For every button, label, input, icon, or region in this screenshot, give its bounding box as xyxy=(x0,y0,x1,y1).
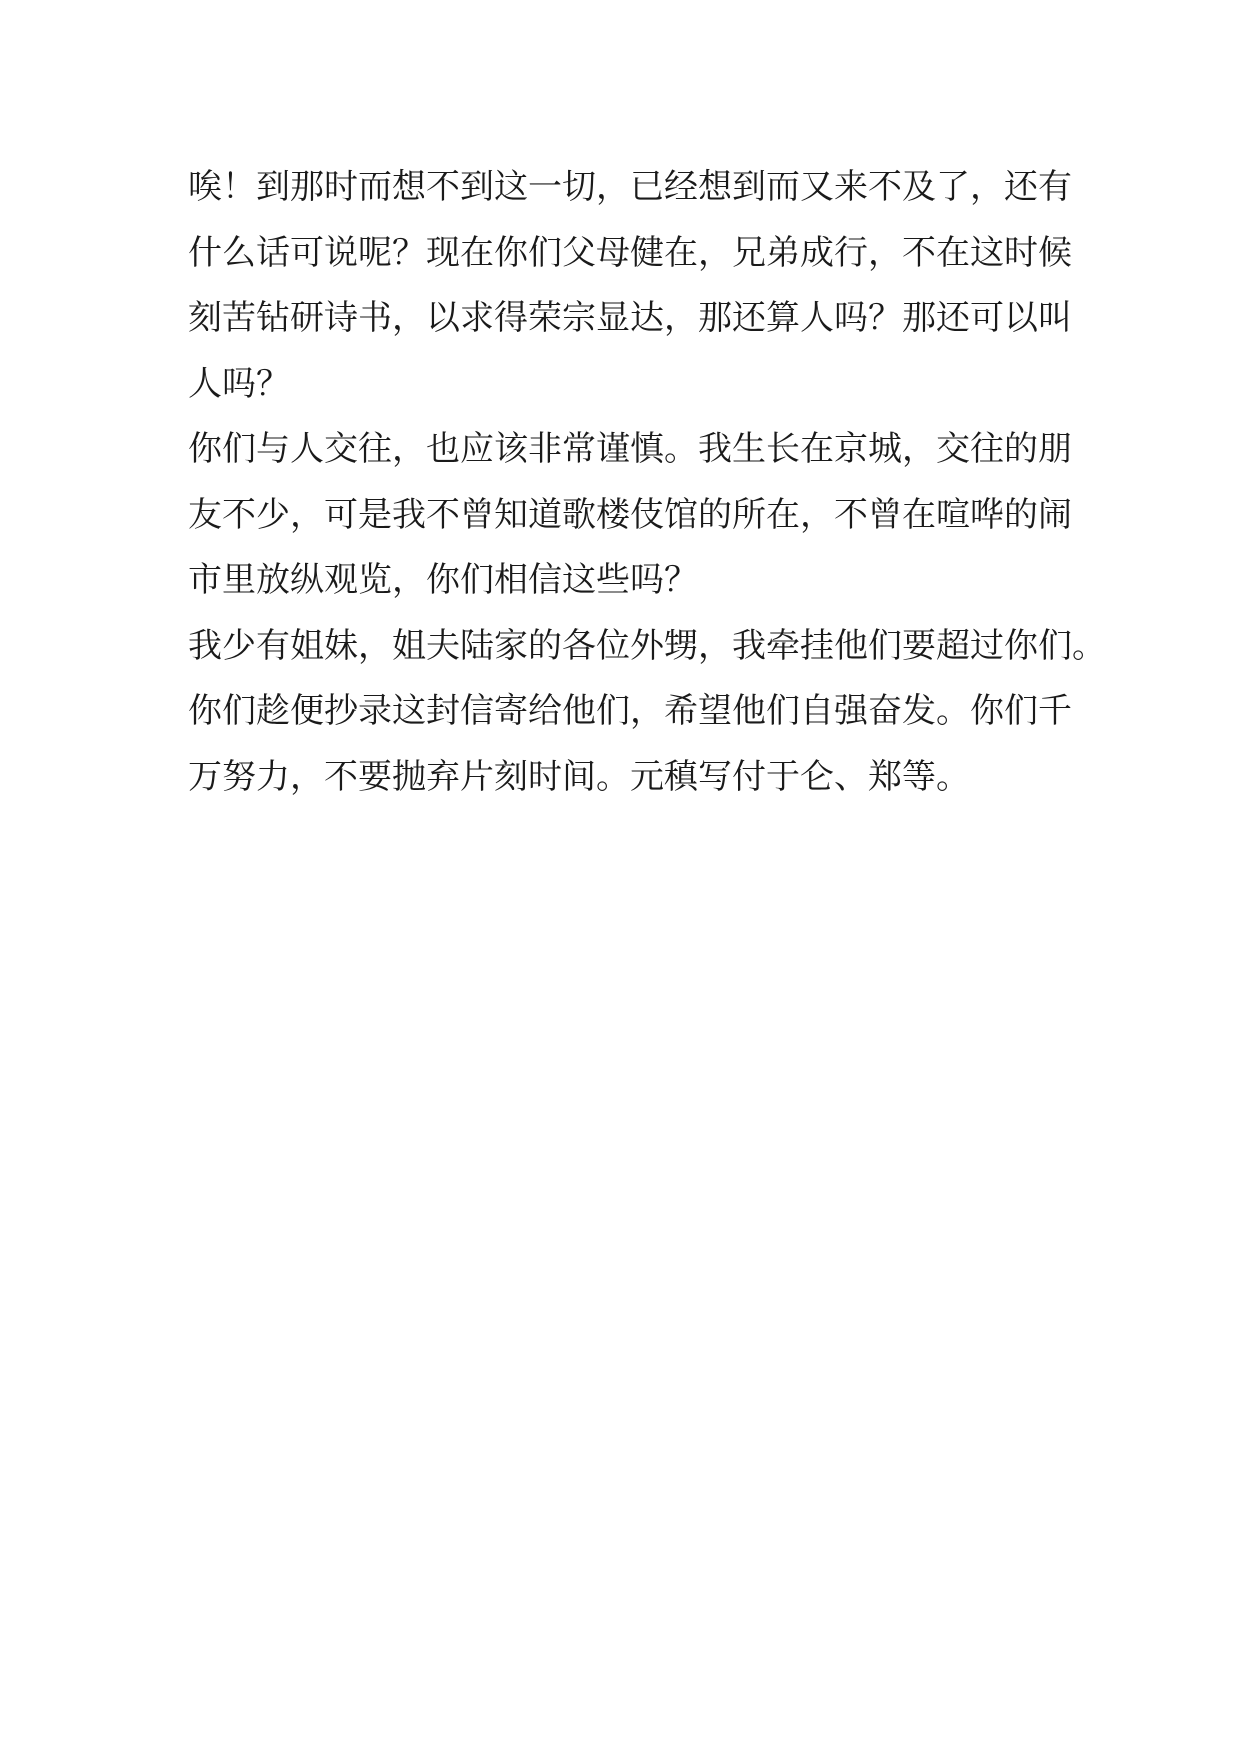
text-line-6: 友不少，可是我不曾知道歌楼伎馆的所在，不曾在喧哗的闹 xyxy=(188,494,1072,535)
text-line-10: 万努力，不要抛弃片刻时间。元稹写付于仑、郑等。 xyxy=(188,756,970,797)
text-line-7: 市里放纵观览，你们相信这些吗？ xyxy=(188,560,698,600)
text-line-9: 你们趁便抄录这封信寄给他们，希望他们自强奋发。你们千 xyxy=(188,691,1072,731)
text-line-1: 唉！到那时而想不到这一切，已经想到而又来不及了，还有 xyxy=(188,167,1072,207)
text-line-5: 你们与人交往，也应该非常谨慎。我生长在京城，交往的朋 xyxy=(188,429,1072,469)
letter-body-text xyxy=(188,155,1106,810)
text-line-8: 我少有姐妹，姐夫陆家的各位外甥，我牵挂他们要超过你们。 xyxy=(188,625,1106,666)
text-line-2: 什么话可说呢？现在你们父母健在，兄弟成行，不在这时候 xyxy=(188,232,1072,273)
text-line-4: 人吗？ xyxy=(188,363,290,404)
text-line-3: 刻苦钻研诗书，以求得荣宗显达，那还算人吗？那还可以叫 xyxy=(188,298,1072,338)
